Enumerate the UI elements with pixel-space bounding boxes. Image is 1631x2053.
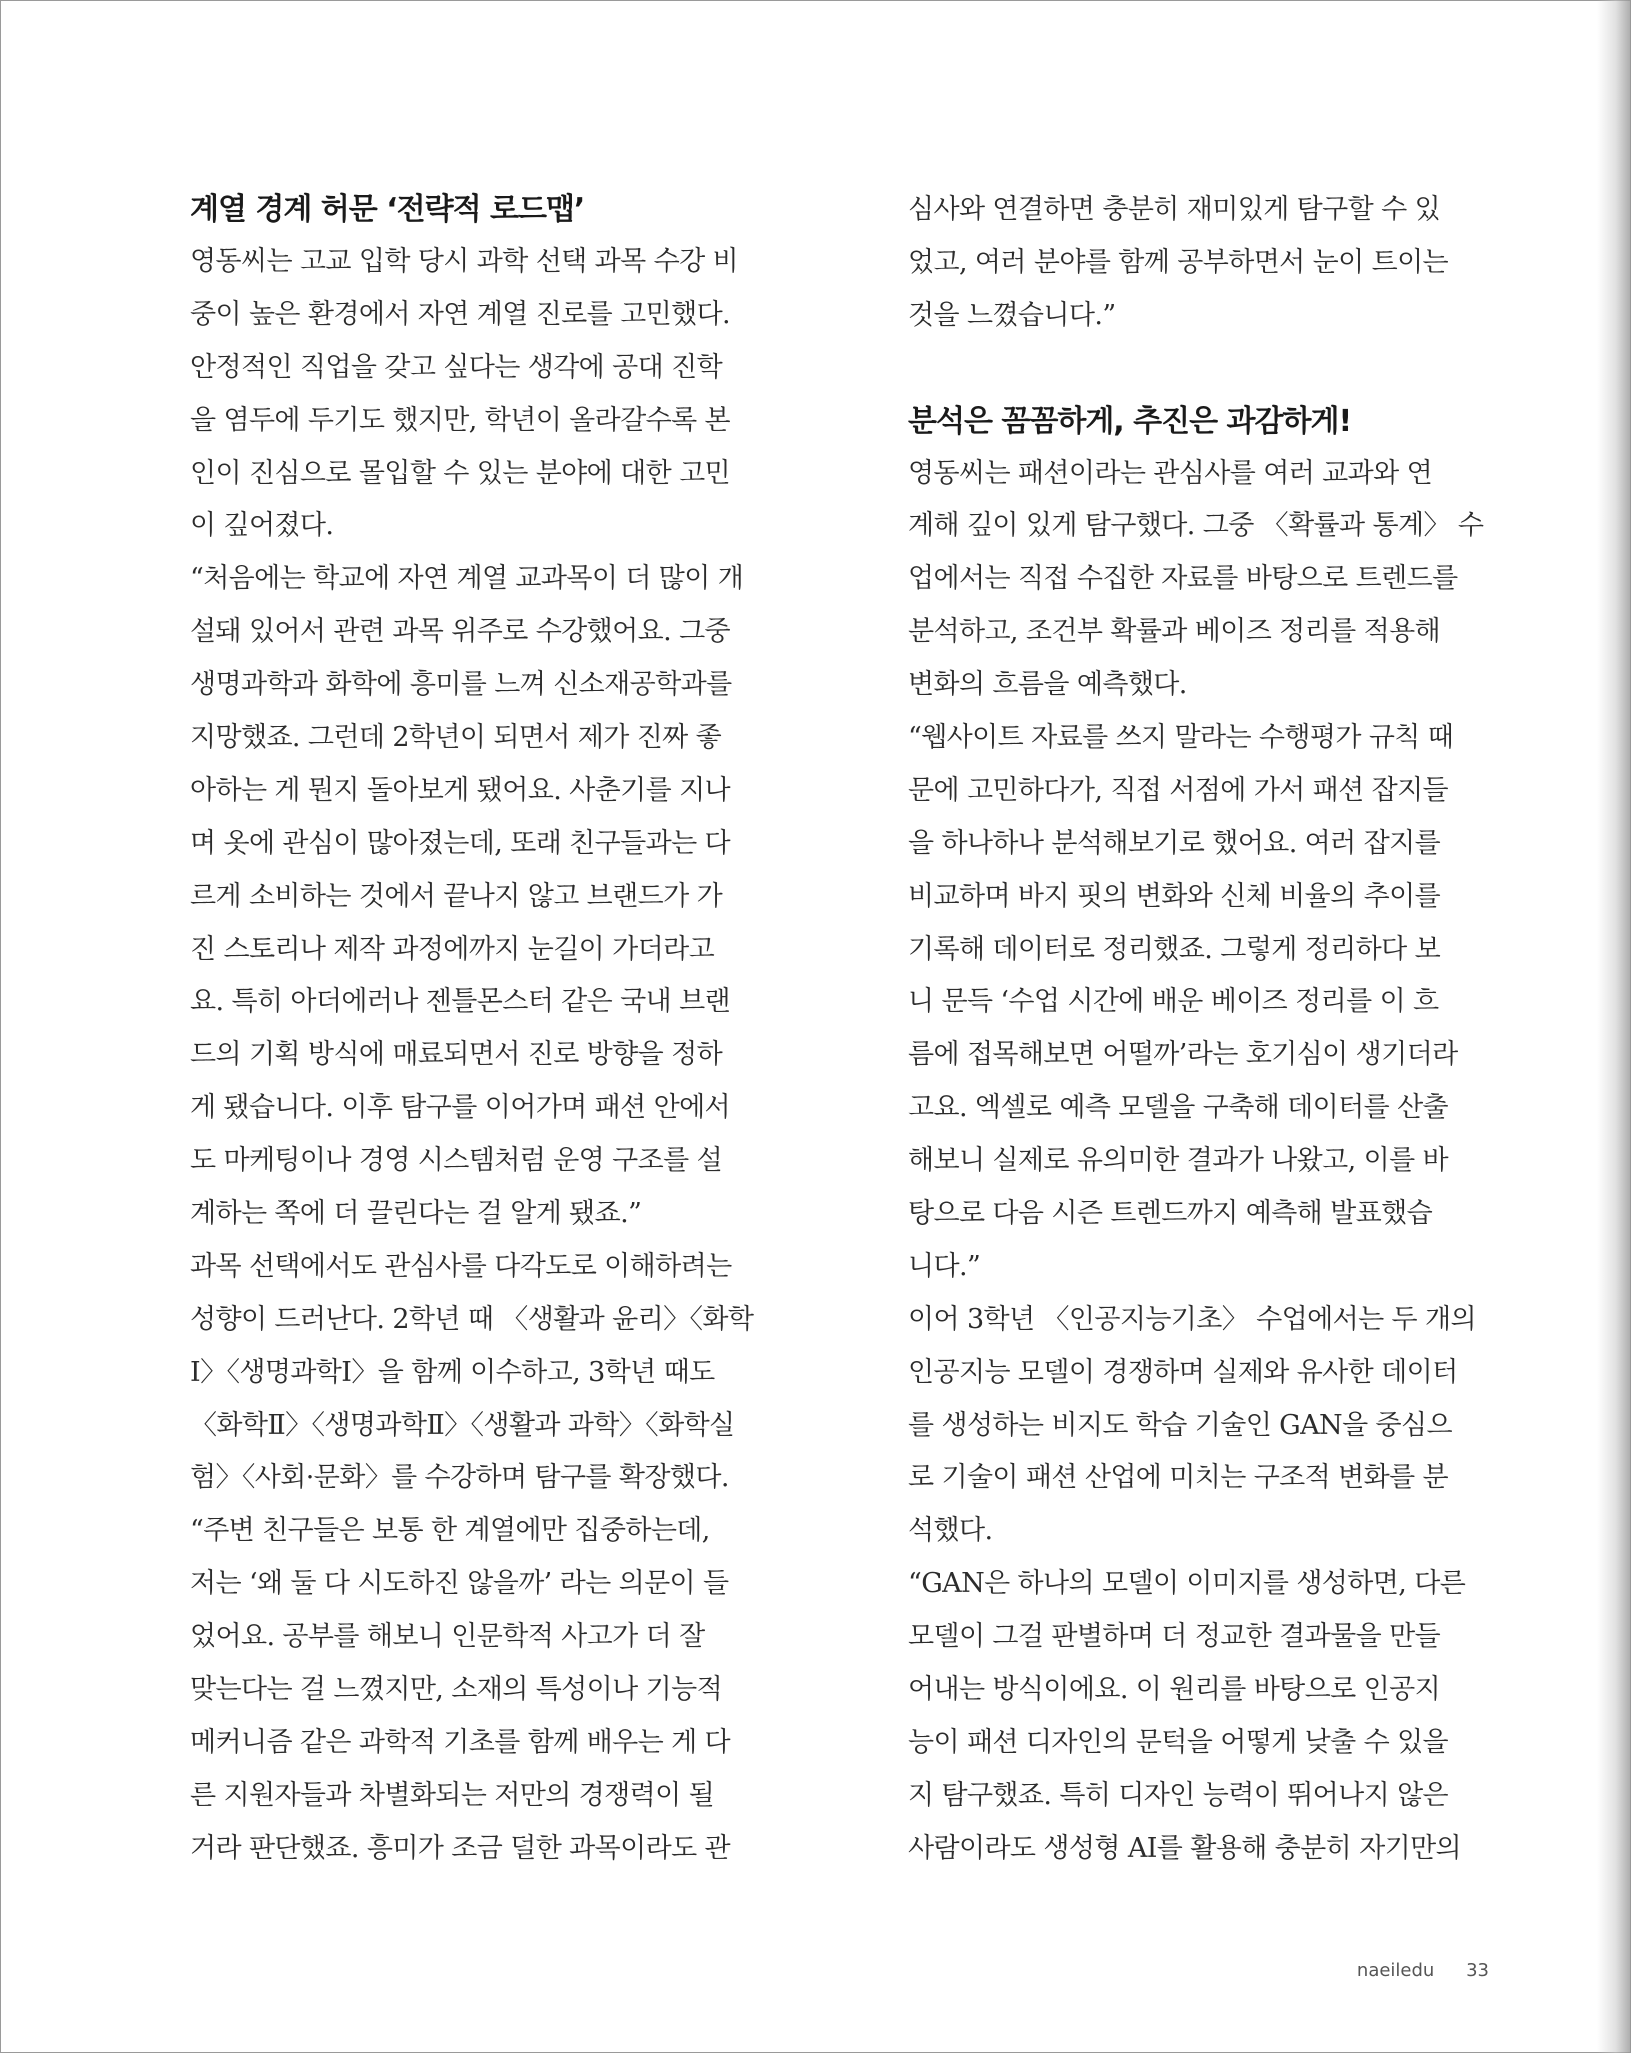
text-line: 영동씨는 고교 입학 당시 과학 선택 과목 수강 비 [190,246,739,277]
left-column [190,184,772,1876]
text-line: 고요. 엑셀로 예측 모델을 구축해 데이터를 산출 [908,1092,1449,1124]
text-line: 석했다. [908,1515,993,1547]
text-line: 저는 ‘왜 둘 다 시도하진 않을까’ 라는 의문이 들 [190,1568,729,1600]
section-heading: 계열 경계 허문 ‘전략적 로드맵’ [190,192,585,227]
text-line: 과목 선택에서도 관심사를 다각도로 이해하려는 [190,1250,732,1282]
text-line: 맞는다는 걸 느꼈지만, 소재의 특성이나 기능적 [190,1674,723,1706]
text-line: 르게 소비하는 것에서 끝나지 않고 브랜드가 가 [190,880,723,912]
right-body-text-top [908,184,1490,343]
text-line: 계해 깊이 있게 탐구했다. 그중 〈확률과 통계〉 수 [908,510,1484,542]
text-line: “주변 친구들은 보통 한 계열에만 집중하는데, [190,1515,710,1547]
text-line: 설돼 있어서 관련 과목 위주로 수강했어요. 그중 [190,616,731,648]
text-line: 이어 3학년 〈인공지능기초〉 수업에서는 두 개의 [908,1303,1476,1335]
text-line: Ⅰ〉〈생명과학Ⅰ〉을 함께 이수하고, 3학년 때도 [190,1356,715,1388]
text-line: 었고, 여러 분야를 함께 공부하면서 눈이 트이는 [908,246,1449,278]
text-line: 를 생성하는 비지도 학습 기술인 GAN을 중심으 [908,1409,1452,1441]
text-line: 로 기술이 패션 산업에 미치는 구조적 변화를 분 [908,1462,1449,1494]
text-line: 탕으로 다음 시즌 트렌드까지 예측해 발표했습 [908,1198,1433,1230]
text-line: 능이 패션 디자인의 문턱을 어떻게 낮출 수 있을 [908,1726,1449,1758]
left-body-text [190,236,772,1876]
text-line: 메커니즘 같은 과학적 기초를 함께 배우는 게 다 [190,1726,731,1758]
text-line: 성향이 드러난다. 2학년 때 〈생활과 윤리〉〈화학 [190,1303,754,1335]
text-line: 계하는 쪽에 더 끌린다는 걸 알게 됐죠.” [190,1198,642,1230]
text-line: 진 스토리나 제작 과정에까지 눈길이 가더라고 [190,933,715,965]
text-line: 을 염두에 두기도 했지만, 학년이 올라갈수록 본 [190,404,731,436]
text-line: 중이 높은 환경에서 자연 계열 진로를 고민했다. [190,298,731,330]
text-line: 비교하며 바지 핏의 변화와 신체 비율의 추이를 [908,880,1441,912]
text-line: 영동씨는 패션이라는 관심사를 여러 교과와 연 [908,457,1433,489]
paragraph-gap [908,343,1490,396]
text-line: 드의 기획 방식에 매료되면서 진로 방향을 정하 [190,1039,723,1071]
text-line: “웹사이트 자료를 쓰지 말라는 수행평가 규칙 때 [908,722,1454,754]
text-line: 었어요. 공부를 해보니 인문학적 사고가 더 잘 [190,1621,705,1653]
text-line: 업에서는 직접 수집한 자료를 바탕으로 트렌드를 [908,563,1458,595]
text-line: 해보니 실제로 유의미한 결과가 나왔고, 이를 바 [908,1145,1449,1177]
text-line: 험〉〈사회·문화〉를 수강하며 탐구를 확장했다. [190,1462,729,1494]
footer-brand: naeiledu [1356,1960,1435,1981]
text-line: 거라 판단했죠. 흥미가 조금 덜한 과목이라도 관 [190,1832,731,1864]
page-footer [1357,1960,1489,1981]
text-line: “GAN은 하나의 모델이 이미지를 생성하면, 다른 [908,1568,1466,1600]
text-line: 을 하나하나 분석해보기로 했어요. 여러 잡지를 [908,827,1441,859]
text-line: “처음에는 학교에 자연 계열 교과목이 더 많이 개 [190,563,744,595]
text-line: 지 탐구했죠. 특히 디자인 능력이 뛰어나지 않은 [908,1779,1449,1811]
text-line: 니 문득 ‘수업 시간에 배운 베이즈 정리를 이 흐 [908,986,1439,1018]
text-line: 인공지능 모델이 경쟁하며 실제와 유사한 데이터 [908,1356,1458,1388]
text-line: 변화의 흐름을 예측했다. [908,669,1187,701]
text-line: 니다.” [908,1250,981,1282]
text-line: 분석하고, 조건부 확률과 베이즈 정리를 적용해 [908,616,1441,648]
section-heading: 분석은 꼼꼼하게, 추진은 과감하게! [908,403,1352,439]
text-line: 문에 고민하다가, 직접 서점에 가서 패션 잡지들 [908,774,1449,806]
text-line: 안정적인 직업을 갖고 싶다는 생각에 공대 진학 [190,351,723,383]
text-line: 이 깊어졌다. [190,510,334,542]
text-line: 것을 느꼈습니다.” [908,299,1116,331]
text-line: 인이 진심으로 몰입할 수 있는 분야에 대한 고민 [190,457,731,489]
text-line: 기록해 데이터로 정리했죠. 그렇게 정리하다 보 [908,933,1441,965]
text-line: 심사와 연결하면 충분히 재미있게 탐구할 수 있 [908,194,1441,225]
gutter-shadow [1597,0,1631,2053]
text-line: 요. 특히 아더에러나 젠틀몬스터 같은 국내 브랜 [190,986,731,1018]
text-line: 도 마케팅이나 경영 시스템처럼 운영 구조를 설 [190,1145,723,1177]
text-line: 어내는 방식이에요. 이 원리를 바탕으로 인공지 [908,1674,1441,1706]
text-line: 모델이 그걸 판별하며 더 정교한 결과물을 만들 [908,1621,1441,1653]
text-line: 〈화학Ⅱ〉〈생명과학Ⅱ〉〈생활과 과학〉〈화학실 [190,1409,735,1441]
text-line: 아하는 게 뭔지 돌아보게 됐어요. 사춘기를 지나 [190,774,731,806]
page-number: 33 [1466,1960,1489,1981]
text-line: 사람이라도 생성형 AI를 활용해 충분히 자기만의 [908,1832,1462,1864]
text-line: 름에 접목해보면 어떨까’라는 호기심이 생기더라 [908,1039,1458,1071]
right-body-text [908,448,1490,1876]
text-line: 게 됐습니다. 이후 탐구를 이어가며 패션 안에서 [190,1092,731,1124]
text-line: 생명과학과 화학에 흥미를 느껴 신소재공학과를 [190,669,732,701]
text-line: 며 옷에 관심이 많아졌는데, 또래 친구들과는 다 [190,827,731,859]
right-column [908,184,1490,1876]
text-line: 른 지원자들과 차별화되는 저만의 경쟁력이 될 [190,1779,715,1811]
text-line: 지망했죠. 그런데 2학년이 되면서 제가 진짜 좋 [190,722,722,754]
